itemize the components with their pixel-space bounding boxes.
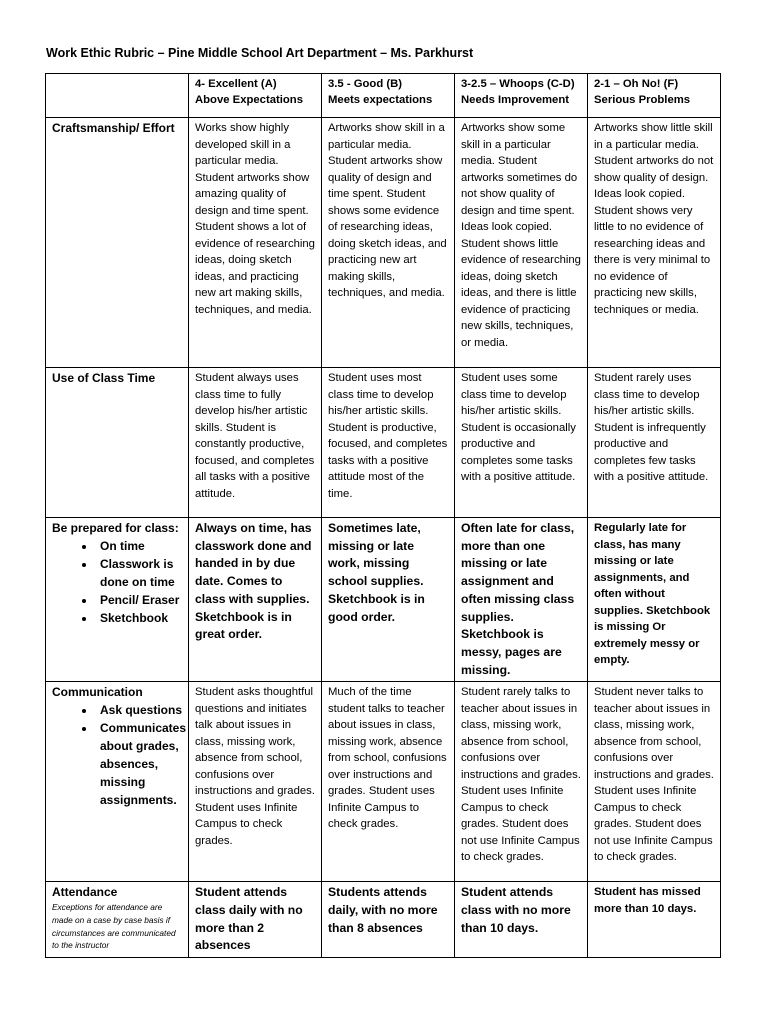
criteria-cell: Artworks show little skill in a particular media. Student artworks do not show quality of design. Ideas look copied. Student shows very little to no evidence of researching ideas and there is very minimal to no evidence of practicing new skills, techniques or media. bbox=[588, 118, 721, 368]
document-title: Work Ethic Rubric – Pine Middle School Art Department – Ms. Parkhurst bbox=[46, 46, 474, 60]
header-row bbox=[46, 74, 721, 118]
criteria-cell: Student rarely talks to teacher about issues in class, missing work, absence from school, confusions over instructions and grades. Student uses Infinite Campus to check grades. Student does not use Infinite Campus to check grades. bbox=[455, 682, 588, 882]
criteria-cell: Always on time, has classwork done and handed in by due date. Comes to class with supplies. Sketchbook is in great order. bbox=[189, 518, 322, 682]
row-communication bbox=[46, 682, 721, 882]
bullet-item: • On time bbox=[96, 537, 183, 555]
header-corner-cell bbox=[46, 74, 189, 118]
work-ethic-rubric-table bbox=[45, 73, 721, 958]
category-craftsmanship: Craftsmanship/ Effort bbox=[46, 118, 189, 368]
criteria-cell: Student attends class with no more than 10 days. bbox=[455, 882, 588, 958]
criteria-cell: Student asks thoughtful questions and initiates talk about issues in class, missing work, absence from school, confusions over instructions and grades. Student uses Infinite Campus to check grades. bbox=[189, 682, 322, 882]
criteria-cell: Student has missed more than 10 days. bbox=[588, 882, 721, 958]
category-communication bbox=[46, 682, 189, 882]
header-oh-no bbox=[588, 74, 721, 118]
header-grade-desc: Above Expectations bbox=[195, 94, 303, 106]
criteria-cell: Student uses some class time to develop his/her artistic skills. Student is occasionally productive and completes some tasks with a positive attitude. bbox=[455, 368, 588, 518]
header-grade-label: 3.5 - Good (B) bbox=[328, 78, 403, 90]
header-grade-desc: Serious Problems bbox=[594, 94, 691, 106]
criteria-cell: Students attends daily, with no more than 8 absences bbox=[322, 882, 455, 958]
header-grade-label: 2-1 – Oh No! (F) bbox=[594, 78, 679, 90]
criteria-cell: Student uses most class time to develop his/her artistic skills. Student is productive, focused, and completes tasks with a positive attitude most of the time. bbox=[322, 368, 455, 518]
header-grade-desc: Needs Improvement bbox=[461, 94, 569, 106]
header-grade-label: 4- Excellent (A) bbox=[195, 78, 277, 90]
category-label: Attendance bbox=[52, 885, 118, 900]
bullet-item: • Classwork is done on time bbox=[96, 555, 183, 591]
criteria-cell: Student rarely uses class time to develop his/her artistic skills. Student is infrequently productive and completes few tasks with a positive attitude. bbox=[588, 368, 721, 518]
row-use-of-class-time bbox=[46, 368, 721, 518]
attendance-exception-note: Exceptions for attendance are made on a case by case basis if circumstances are communicated to the instructor bbox=[52, 902, 176, 951]
category-label: Be prepared for class: bbox=[52, 521, 179, 535]
bullet-item: • Pencil/ Eraser bbox=[96, 591, 183, 609]
category-use-of-class-time: Use of Class Time bbox=[46, 368, 189, 518]
bullet-item: • Ask questions bbox=[96, 701, 183, 719]
category-label: Communication bbox=[52, 685, 143, 700]
criteria-cell: Works show highly developed skill in a particular media. Student artworks show amazing quality of design and time spent. Student shows a lot of evidence of researching ideas, doing sketch ideas, and practicing new art making skills, techniques, and media. bbox=[189, 118, 322, 368]
prepared-bullet-list bbox=[52, 537, 183, 627]
header-whoops bbox=[455, 74, 588, 118]
criteria-cell: Student attends class daily with no more than 2 absences bbox=[189, 882, 322, 958]
row-attendance bbox=[46, 882, 721, 958]
header-grade-label: 3-2.5 – Whoops (C-D) bbox=[461, 78, 575, 90]
row-be-prepared bbox=[46, 518, 721, 682]
communication-bullet-list bbox=[52, 701, 187, 809]
category-be-prepared bbox=[46, 518, 189, 682]
header-excellent bbox=[189, 74, 322, 118]
criteria-cell: Artworks show skill in a particular media. Student artworks show quality of design and time spent. Student shows some evidence of researching ideas, doing sketch ideas, and practicing new art making skills, techniques, and media. bbox=[322, 118, 455, 368]
criteria-cell: Student always uses class time to fully develop his/her artistic skills. Student is constantly productive, focused, and completes all tasks with a positive attitude. bbox=[189, 368, 322, 518]
criteria-cell: Sometimes late, missing or late work, missing school supplies. Sketchbook is in good order. bbox=[322, 518, 455, 682]
criteria-cell: Student never talks to teacher about issues in class, missing work, absence from school, confusions over instructions and grades. Student uses Infinite Campus to check grades. Student does not use Infinite Campus to check grades. bbox=[588, 682, 721, 882]
criteria-cell: Often late for class, more than one missing or late assignment and often missing class supplies. Sketchbook is messy, pages are missing. bbox=[455, 518, 588, 682]
row-craftsmanship bbox=[46, 118, 721, 368]
criteria-cell: Regularly late for class, has many missing or late assignments, and often without supplies. Sketchbook is missing Or extremely messy or empty. bbox=[588, 518, 721, 682]
bullet-item: • Communicates about grades, absences, missing assignments. bbox=[96, 719, 183, 809]
category-attendance bbox=[46, 882, 189, 958]
criteria-cell: Much of the time student talks to teacher about issues in class, missing work, absence from school, confusions over instructions and grades. Student uses Infinite Campus to check grades. bbox=[322, 682, 455, 882]
criteria-cell: Artworks show some skill in a particular media. Student artworks sometimes do not show quality of design and time spent. Ideas look copied. Student shows little evidence of researching ideas, doing sketch ideas, and there is little evidence of practicing new skills, techniques, or media. bbox=[455, 118, 588, 368]
bullet-item: • Sketchbook bbox=[96, 609, 183, 627]
header-good bbox=[322, 74, 455, 118]
header-grade-desc: Meets expectations bbox=[328, 94, 433, 106]
